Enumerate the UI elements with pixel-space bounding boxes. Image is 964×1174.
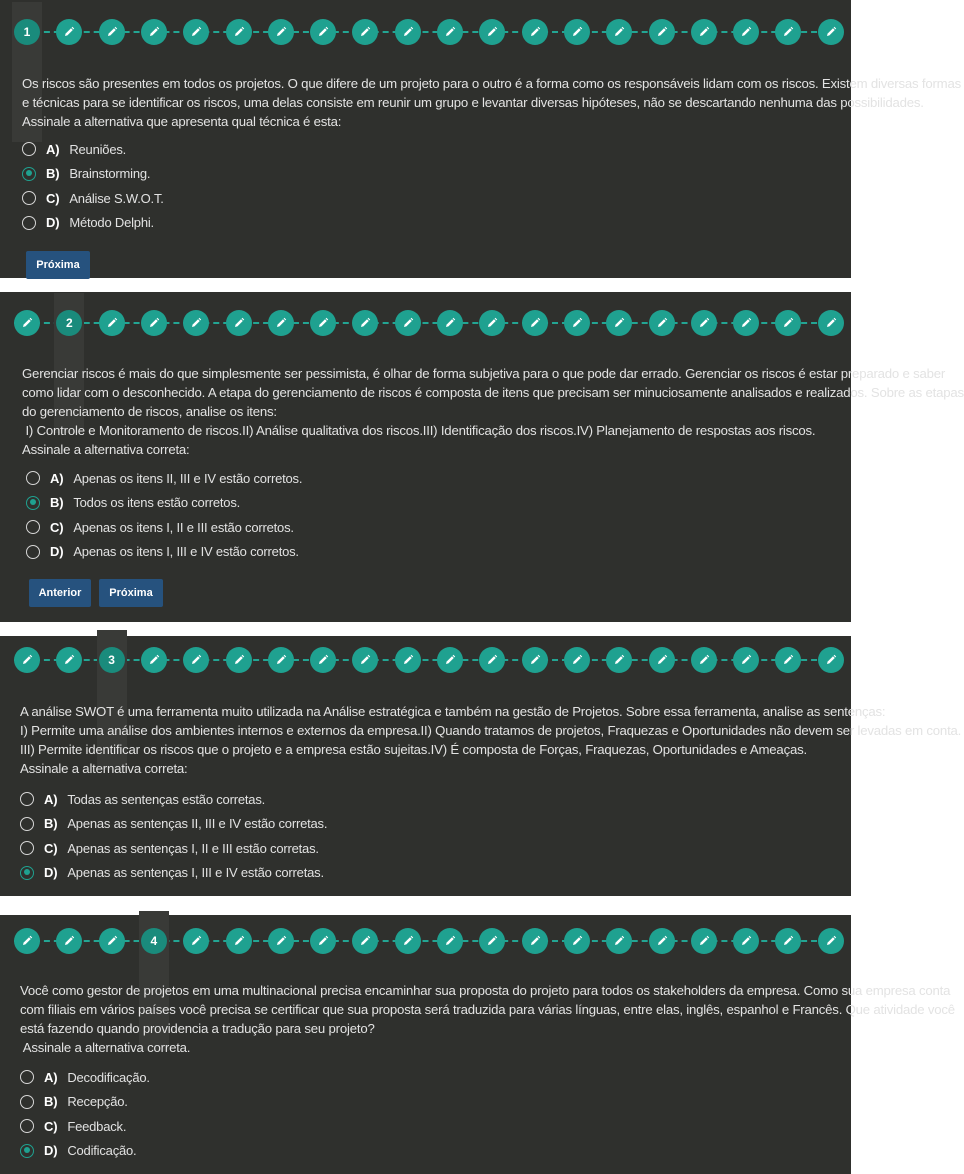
option-text: Análise S.W.O.T. bbox=[69, 190, 164, 206]
pencil-icon bbox=[63, 654, 75, 666]
question-text-line: como lidar com o desconhecido. A etapa do gerenciamento de riscos é composta de itens que precisam ser minuciosamente analisados e realizados. Sobre as etapas bbox=[22, 385, 964, 400]
pencil-icon bbox=[275, 26, 287, 38]
question-text-line: III) Permite identificar os riscos que o projeto e a empresa estão sujeitas.IV) É composta de Forças, Fraquezas, Oportunidades e Ameaças. bbox=[20, 742, 807, 757]
pencil-icon bbox=[825, 935, 837, 947]
nav-pencil-button[interactable] bbox=[522, 19, 548, 45]
pencil-icon bbox=[529, 654, 541, 666]
nav-pencil-button[interactable] bbox=[522, 310, 548, 336]
nav-pencil-button[interactable] bbox=[183, 310, 209, 336]
pencil-icon bbox=[444, 654, 456, 666]
pencil-icon bbox=[21, 935, 33, 947]
pencil-icon bbox=[317, 935, 329, 947]
question-nav bbox=[0, 2, 851, 62]
option-c[interactable] bbox=[20, 836, 327, 861]
nav-pencil-button[interactable] bbox=[691, 19, 717, 45]
nav-pencil-button[interactable] bbox=[775, 310, 801, 336]
nav-pencil-button[interactable] bbox=[352, 928, 378, 954]
nav-pencil-button[interactable] bbox=[395, 647, 421, 673]
nav-pencil-button[interactable] bbox=[818, 928, 844, 954]
options-list bbox=[26, 466, 302, 564]
pencil-icon bbox=[782, 26, 794, 38]
radio-unselected[interactable] bbox=[20, 1095, 34, 1109]
option-letter: B) bbox=[50, 495, 64, 511]
option-text: Brainstorming. bbox=[69, 166, 151, 182]
options-list bbox=[20, 1065, 150, 1163]
question-text-line: A análise SWOT é uma ferramenta muito utilizada na Análise estratégica e também na gestão de Projetos. Sobre essa ferramenta, analise as sentenças: bbox=[20, 704, 886, 719]
radio-unselected[interactable] bbox=[22, 216, 36, 230]
option-a[interactable] bbox=[20, 787, 327, 812]
pencil-icon bbox=[21, 317, 33, 329]
pencil-icon bbox=[233, 26, 245, 38]
nav-pencil-button[interactable] bbox=[437, 647, 463, 673]
question-text bbox=[22, 74, 961, 131]
nav-pencil-button[interactable] bbox=[226, 19, 252, 45]
pencil-icon bbox=[444, 317, 456, 329]
option-b[interactable] bbox=[26, 491, 302, 516]
nav-pencil-button[interactable] bbox=[352, 310, 378, 336]
nav-pencil-button[interactable] bbox=[649, 310, 675, 336]
nav-pencil-button[interactable] bbox=[479, 310, 505, 336]
nav-pencil-button[interactable] bbox=[522, 928, 548, 954]
nav-pencil-button[interactable] bbox=[310, 310, 336, 336]
nav-pencil-button[interactable] bbox=[99, 310, 125, 336]
pencil-icon bbox=[275, 654, 287, 666]
pencil-icon bbox=[148, 26, 160, 38]
pencil-icon bbox=[233, 317, 245, 329]
option-a[interactable] bbox=[20, 1065, 150, 1090]
nav-pencil-button[interactable] bbox=[606, 310, 632, 336]
option-letter: A) bbox=[46, 141, 60, 157]
radio-unselected[interactable] bbox=[26, 471, 40, 485]
nav-pencil-button[interactable] bbox=[141, 310, 167, 336]
pencil-icon bbox=[825, 317, 837, 329]
nav-pencil-button[interactable] bbox=[56, 928, 82, 954]
pencil-icon bbox=[190, 654, 202, 666]
nav-pencil-button[interactable] bbox=[99, 928, 125, 954]
option-a[interactable] bbox=[26, 466, 302, 491]
nav-pencil-button[interactable] bbox=[775, 19, 801, 45]
nav-pencil-button[interactable] bbox=[733, 310, 759, 336]
pencil-icon bbox=[613, 26, 625, 38]
pencil-icon bbox=[317, 26, 329, 38]
question-text-line: Você como gestor de projetos em uma multinacional precisa encaminhar sua proposta do projeto para todos os stakeholders da empresa. Como sua empresa conta bbox=[20, 983, 951, 998]
option-letter: A) bbox=[44, 791, 58, 807]
nav-pencil-button[interactable] bbox=[395, 19, 421, 45]
option-text: Apenas as sentenças II, III e IV estão corretas. bbox=[67, 816, 328, 832]
question-number-1[interactable]: 1 bbox=[14, 19, 40, 45]
nav-pencil-button[interactable] bbox=[183, 647, 209, 673]
option-text: Apenas os itens I, III e IV estão corretos. bbox=[73, 544, 299, 560]
nav-pencil-button[interactable] bbox=[14, 928, 40, 954]
pencil-icon bbox=[486, 317, 498, 329]
option-letter: C) bbox=[50, 519, 64, 535]
nav-pencil-button[interactable] bbox=[56, 19, 82, 45]
radio-selected[interactable] bbox=[20, 866, 34, 880]
option-c[interactable] bbox=[26, 515, 302, 540]
option-letter: A) bbox=[44, 1069, 58, 1085]
nav-pencil-button[interactable] bbox=[437, 19, 463, 45]
radio-unselected[interactable] bbox=[20, 841, 34, 855]
nav-pencil-button[interactable] bbox=[733, 928, 759, 954]
pencil-icon bbox=[359, 317, 371, 329]
nav-pencil-button[interactable] bbox=[818, 19, 844, 45]
nav-pencil-button[interactable] bbox=[564, 19, 590, 45]
pencil-icon bbox=[740, 317, 752, 329]
next-button[interactable]: Próxima bbox=[99, 579, 163, 607]
option-d[interactable] bbox=[20, 861, 327, 886]
option-c[interactable] bbox=[22, 186, 164, 211]
pencil-icon bbox=[571, 26, 583, 38]
nav-pencil-button[interactable] bbox=[691, 310, 717, 336]
pencil-icon bbox=[656, 654, 668, 666]
radio-unselected[interactable] bbox=[20, 1119, 34, 1133]
option-d[interactable] bbox=[26, 540, 302, 565]
nav-pencil-button[interactable] bbox=[268, 310, 294, 336]
option-text: Apenas as sentenças I, II e III estão corretas. bbox=[67, 840, 319, 856]
pencil-icon bbox=[486, 654, 498, 666]
question-text bbox=[20, 702, 962, 778]
radio-unselected[interactable] bbox=[22, 142, 36, 156]
question-nav bbox=[0, 293, 851, 353]
nav-pencil-button[interactable] bbox=[226, 310, 252, 336]
nav-pencil-button[interactable] bbox=[395, 310, 421, 336]
question-card-3 bbox=[0, 636, 962, 896]
radio-unselected[interactable] bbox=[22, 191, 36, 205]
nav-pencil-button[interactable] bbox=[775, 647, 801, 673]
radio-selected[interactable] bbox=[20, 1144, 34, 1158]
pencil-icon bbox=[190, 935, 202, 947]
option-text: Codificação. bbox=[67, 1143, 137, 1159]
nav-pencil-button[interactable] bbox=[14, 310, 40, 336]
pencil-icon bbox=[782, 935, 794, 947]
option-b[interactable] bbox=[20, 1090, 150, 1115]
pencil-icon bbox=[782, 317, 794, 329]
nav-pencil-button[interactable] bbox=[479, 928, 505, 954]
option-text: Todas as sentenças estão corretas. bbox=[67, 791, 266, 807]
nav-pencil-button[interactable] bbox=[310, 928, 336, 954]
question-text-line: com filiais em vários países você precisa se certificar que sua proposta será traduzida para várias línguas, entre elas, inglês, espanhol e Francês. Que atividade você bbox=[20, 1002, 955, 1017]
nav-pencil-button[interactable] bbox=[437, 928, 463, 954]
pencil-icon bbox=[698, 317, 710, 329]
pencil-icon bbox=[529, 26, 541, 38]
question-text-line: I) Controle e Monitoramento de riscos.II) Análise qualitativa dos riscos.III) Identificação dos riscos.IV) Planejamento de respostas aos riscos. bbox=[22, 423, 816, 438]
nav-pencil-button[interactable] bbox=[479, 647, 505, 673]
pencil-icon bbox=[106, 317, 118, 329]
pencil-icon bbox=[359, 654, 371, 666]
option-c[interactable] bbox=[20, 1114, 150, 1139]
nav-pencil-button[interactable] bbox=[99, 19, 125, 45]
nav-pencil-button[interactable] bbox=[775, 928, 801, 954]
next-button[interactable]: Próxima bbox=[26, 251, 90, 279]
question-text-line: do gerenciamento de riscos, analise os itens: bbox=[22, 404, 277, 419]
nav-pencil-button[interactable] bbox=[564, 928, 590, 954]
option-text: Apenas as sentenças I, III e IV estão corretas. bbox=[67, 865, 324, 881]
option-letter: B) bbox=[44, 1094, 58, 1110]
nav-pencil-button[interactable] bbox=[818, 310, 844, 336]
option-letter: C) bbox=[44, 1118, 58, 1134]
pencil-icon bbox=[233, 654, 245, 666]
nav-pencil-button[interactable] bbox=[479, 19, 505, 45]
pencil-icon bbox=[275, 317, 287, 329]
nav-pencil-button[interactable] bbox=[606, 647, 632, 673]
question-text bbox=[20, 981, 955, 1057]
nav-pencil-button[interactable] bbox=[649, 19, 675, 45]
nav-pencil-button[interactable] bbox=[268, 647, 294, 673]
previous-button[interactable]: Anterior bbox=[29, 579, 91, 607]
pencil-icon bbox=[529, 317, 541, 329]
pencil-icon bbox=[571, 317, 583, 329]
option-b[interactable] bbox=[20, 812, 327, 837]
option-letter: D) bbox=[46, 215, 60, 231]
nav-pencil-button[interactable] bbox=[395, 928, 421, 954]
nav-pencil-button[interactable] bbox=[691, 928, 717, 954]
pencil-icon bbox=[233, 935, 245, 947]
question-text-line: Assinale a alternativa correta: bbox=[22, 442, 190, 457]
pencil-icon bbox=[486, 935, 498, 947]
option-text: Método Delphi. bbox=[69, 215, 154, 231]
nav-pencil-button[interactable] bbox=[352, 647, 378, 673]
option-text: Todos os itens estão corretos. bbox=[73, 495, 241, 511]
pencil-icon bbox=[782, 654, 794, 666]
nav-pencil-button[interactable] bbox=[649, 928, 675, 954]
nav-pencil-button[interactable] bbox=[818, 647, 844, 673]
question-card-2 bbox=[0, 292, 964, 622]
option-letter: D) bbox=[44, 1143, 58, 1159]
nav-pencil-button[interactable] bbox=[310, 647, 336, 673]
nav-pencil-button[interactable] bbox=[522, 647, 548, 673]
nav-pencil-button[interactable] bbox=[268, 928, 294, 954]
option-letter: C) bbox=[44, 840, 58, 856]
pencil-icon bbox=[317, 317, 329, 329]
nav-pencil-button[interactable] bbox=[606, 19, 632, 45]
pencil-icon bbox=[444, 26, 456, 38]
nav-pencil-button[interactable] bbox=[183, 19, 209, 45]
option-letter: B) bbox=[44, 816, 58, 832]
pencil-icon bbox=[698, 26, 710, 38]
nav-pencil-button[interactable] bbox=[310, 19, 336, 45]
question-text-line: está fazendo quando providencia a tradução para seu projeto? bbox=[20, 1021, 375, 1036]
nav-pencil-button[interactable] bbox=[226, 647, 252, 673]
question-text-line: e técnicas para se identificar os riscos, uma delas consiste em reunir um grupo e levantar diversas hipóteses, não se descartando nenhuma das possibilidades. bbox=[22, 95, 924, 110]
question-text-line: Assinale a alternativa correta. bbox=[20, 1040, 191, 1055]
nav-pencil-button[interactable] bbox=[226, 928, 252, 954]
pencil-icon bbox=[656, 317, 668, 329]
question-text-line: Os riscos são presentes em todos os projetos. O que difere de um projeto para o outro é a forma como os responsáveis lidam com os riscos. Existem diversas formas bbox=[22, 76, 961, 91]
option-text: Apenas os itens II, III e IV estão corretos. bbox=[73, 470, 303, 486]
pencil-icon bbox=[148, 654, 160, 666]
option-letter: C) bbox=[46, 190, 60, 206]
option-letter: A) bbox=[50, 470, 64, 486]
radio-unselected[interactable] bbox=[20, 817, 34, 831]
pencil-icon bbox=[402, 654, 414, 666]
option-letter: B) bbox=[46, 166, 60, 182]
pencil-icon bbox=[698, 935, 710, 947]
nav-pencil-button[interactable] bbox=[564, 310, 590, 336]
pencil-icon bbox=[106, 26, 118, 38]
pencil-icon bbox=[190, 26, 202, 38]
nav-pencil-button[interactable] bbox=[437, 310, 463, 336]
nav-pencil-button[interactable] bbox=[56, 647, 82, 673]
pencil-icon bbox=[444, 935, 456, 947]
pencil-icon bbox=[148, 317, 160, 329]
pencil-icon bbox=[571, 935, 583, 947]
nav-pencil-button[interactable] bbox=[268, 19, 294, 45]
nav-pencil-button[interactable] bbox=[733, 19, 759, 45]
pencil-icon bbox=[571, 654, 583, 666]
pencil-icon bbox=[317, 654, 329, 666]
question-text-line: Gerenciar riscos é mais do que simplesmente ser pessimista, é olhar de forma subjetiva para o que pode dar errado. Gerenciar os riscos é estar preparado e saber bbox=[22, 366, 946, 381]
question-text-line: I) Permite uma análise dos ambientes internos e externos da empresa.II) Quando tratamos de projetos, Fraquezas e Oportunidades não devem ser levadas em conta. bbox=[20, 723, 962, 738]
question-nav bbox=[0, 911, 851, 971]
pencil-icon bbox=[825, 26, 837, 38]
pencil-icon bbox=[656, 26, 668, 38]
pencil-icon bbox=[825, 654, 837, 666]
question-text-line: Assinale a alternativa correta: bbox=[20, 761, 188, 776]
nav-pencil-button[interactable] bbox=[14, 647, 40, 673]
pencil-icon bbox=[359, 935, 371, 947]
pencil-icon bbox=[190, 317, 202, 329]
nav-pencil-button[interactable] bbox=[606, 928, 632, 954]
pencil-icon bbox=[106, 935, 118, 947]
option-text: Apenas os itens I, II e III estão corretos. bbox=[73, 519, 294, 535]
pencil-icon bbox=[402, 26, 414, 38]
pencil-icon bbox=[656, 935, 668, 947]
pencil-icon bbox=[740, 935, 752, 947]
radio-unselected[interactable] bbox=[20, 1070, 34, 1084]
radio-unselected[interactable] bbox=[20, 792, 34, 806]
nav-pencil-button[interactable] bbox=[352, 19, 378, 45]
nav-pencil-button[interactable] bbox=[733, 647, 759, 673]
option-letter: D) bbox=[44, 865, 58, 881]
pencil-icon bbox=[63, 935, 75, 947]
options-list bbox=[22, 137, 164, 235]
pencil-icon bbox=[402, 935, 414, 947]
pencil-icon bbox=[63, 26, 75, 38]
radio-unselected[interactable] bbox=[26, 520, 40, 534]
radio-selected[interactable] bbox=[22, 167, 36, 181]
pencil-icon bbox=[359, 26, 371, 38]
pencil-icon bbox=[529, 935, 541, 947]
nav-pencil-button[interactable] bbox=[649, 647, 675, 673]
option-text: Recepção. bbox=[67, 1094, 128, 1110]
nav-pencil-button[interactable] bbox=[141, 19, 167, 45]
pencil-icon bbox=[613, 654, 625, 666]
radio-unselected[interactable] bbox=[26, 545, 40, 559]
pencil-icon bbox=[275, 935, 287, 947]
option-text: Reuniões. bbox=[69, 141, 127, 157]
option-a[interactable] bbox=[22, 137, 164, 162]
option-text: Decodificação. bbox=[67, 1069, 150, 1085]
radio-selected[interactable] bbox=[26, 496, 40, 510]
option-d[interactable] bbox=[20, 1139, 150, 1164]
options-list bbox=[20, 787, 327, 885]
pencil-icon bbox=[21, 654, 33, 666]
option-text: Feedback. bbox=[67, 1118, 127, 1134]
question-text bbox=[22, 364, 964, 459]
pencil-icon bbox=[486, 26, 498, 38]
option-d[interactable] bbox=[22, 211, 164, 236]
question-text-line: Assinale a alternativa que apresenta qual técnica é esta: bbox=[22, 114, 342, 129]
question-card-1 bbox=[0, 0, 961, 278]
question-number-3[interactable]: 3 bbox=[99, 647, 125, 673]
pencil-icon bbox=[740, 654, 752, 666]
pencil-icon bbox=[402, 317, 414, 329]
option-b[interactable] bbox=[22, 162, 164, 187]
nav-pencil-button[interactable] bbox=[564, 647, 590, 673]
question-card-4 bbox=[0, 915, 955, 1174]
pencil-icon bbox=[698, 654, 710, 666]
nav-pencil-button[interactable] bbox=[141, 647, 167, 673]
nav-pencil-button[interactable] bbox=[183, 928, 209, 954]
pencil-icon bbox=[613, 317, 625, 329]
question-number-4[interactable]: 4 bbox=[141, 928, 167, 954]
pencil-icon bbox=[613, 935, 625, 947]
option-letter: D) bbox=[50, 544, 64, 560]
question-nav bbox=[0, 630, 851, 690]
question-number-2[interactable]: 2 bbox=[56, 310, 82, 336]
nav-pencil-button[interactable] bbox=[691, 647, 717, 673]
pencil-icon bbox=[740, 26, 752, 38]
